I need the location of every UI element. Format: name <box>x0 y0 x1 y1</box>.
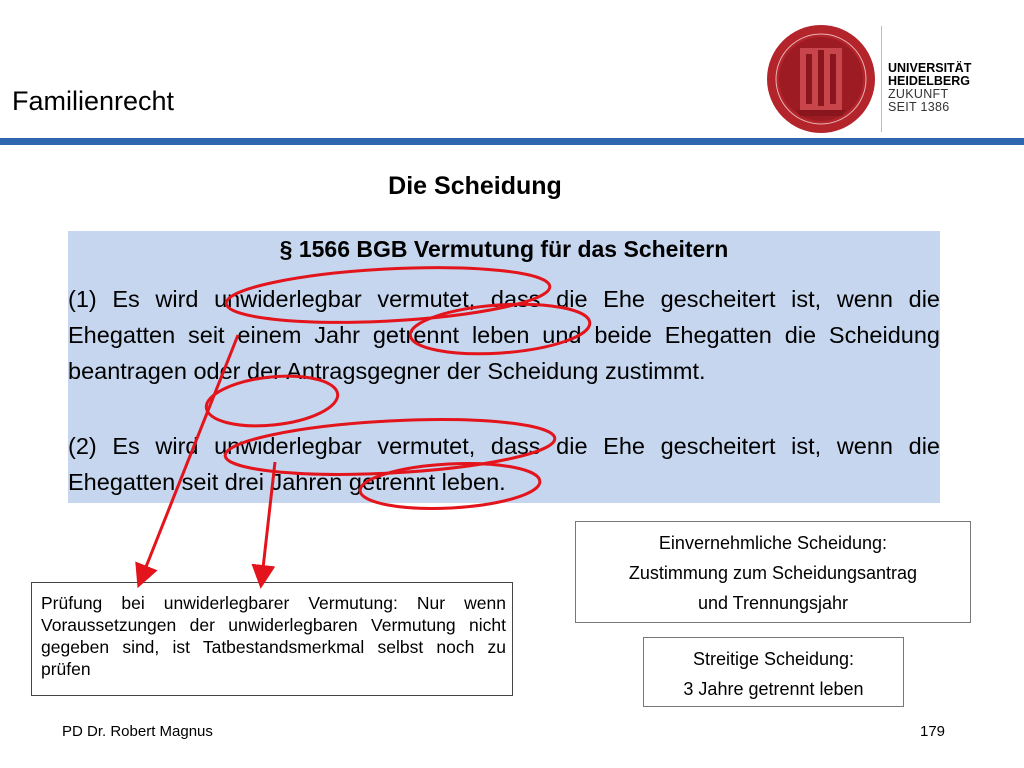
university-seal-logo <box>766 24 876 134</box>
footer-author: PD Dr. Robert Magnus <box>62 723 213 740</box>
footer-page-number: 179 <box>920 723 946 740</box>
university-wordmark: UNIVERSITÄT HEIDELBERG ZUKUNFT SEIT 1386 <box>888 61 972 114</box>
streitige-scheidung-box: Streitige Scheidung: 3 Jahre getrennt leben <box>643 637 904 707</box>
law-paragraph-1: (1) Es wird unwiderlegbar vermutet, dass die Ehe gescheitert ist, wenn die Ehegatten seit einem Jahr getrennt leben und beide Ehegatten die Scheidung beantragen oder der Antragsgegner der Scheidung zustimmt. <box>68 286 940 384</box>
pruefung-note-box: Prüfung bei unwiderlegbarer Vermutung: Nur wenn Voraussetzungen der unwiderlegbaren Vermutung nicht gegeben sind, ist Tatbestandsmerkmal selbst noch zu prüfen <box>31 582 513 696</box>
slide-title: Die Scheidung <box>388 172 562 200</box>
law-paragraph-2: (2) Es wird unwiderlegbar vermutet, dass die Ehe gescheitert ist, wenn die Ehegatten seit drei Jahren getrennt leben. <box>68 433 940 495</box>
header-rule <box>0 138 1024 145</box>
section-title: Familienrecht <box>12 86 175 116</box>
logo-divider <box>881 26 882 132</box>
einvernehmliche-scheidung-box: Einvernehmliche Scheidung: Zustimmung zum Scheidungsantrag und Trennungsjahr <box>575 521 971 623</box>
law-text-box <box>68 231 940 503</box>
law-heading: § 1566 BGB Vermutung für das Scheitern <box>279 236 729 262</box>
